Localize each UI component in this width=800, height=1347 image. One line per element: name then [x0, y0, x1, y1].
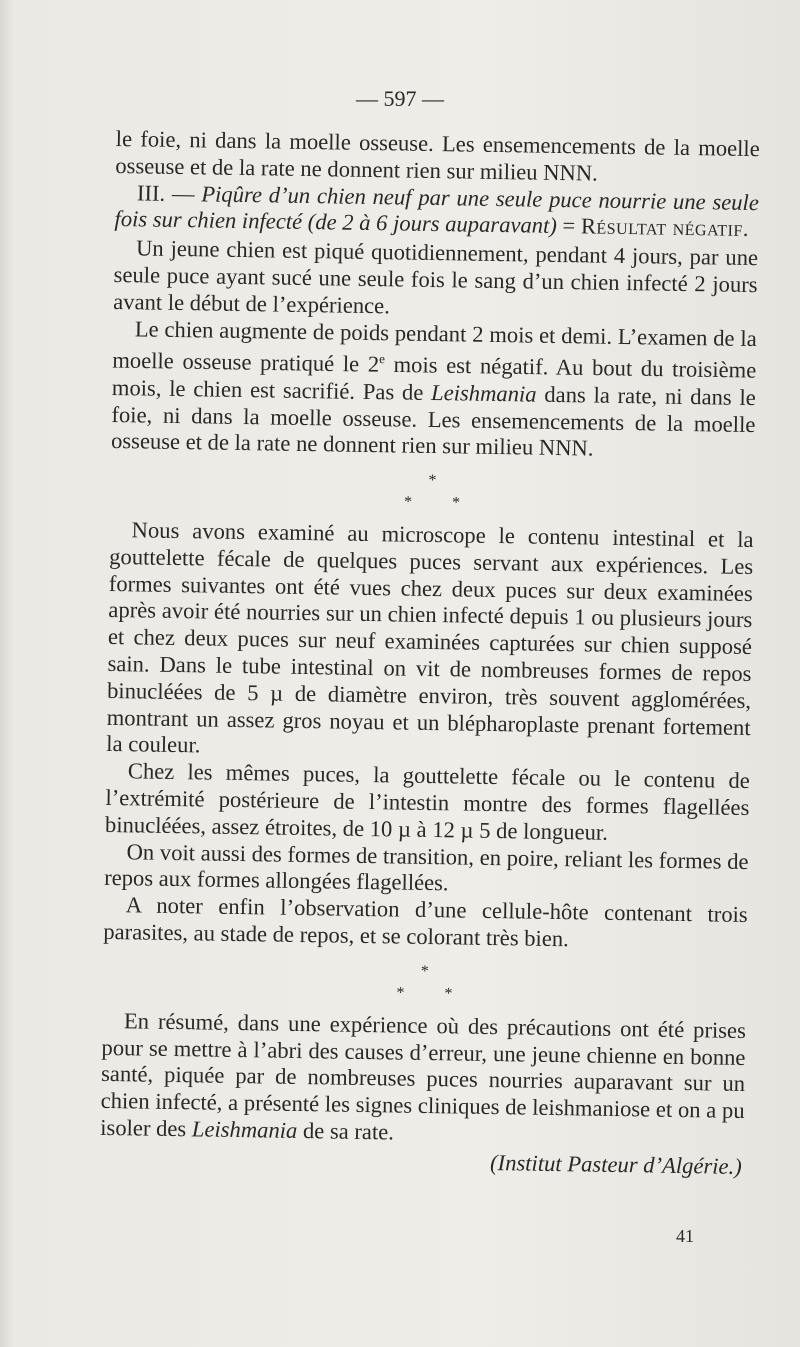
- paragraph: Un jeune chien est piqué quotidiennement, pendant 4 jours, par une seule puce ayant sucé une seule fois le sang d’un chien infecté 2 jours avant le début de l’expérience.: [113, 235, 759, 319]
- asterism: [110, 465, 755, 519]
- paragraph-text: de sa rate.: [297, 1118, 395, 1145]
- paragraph-text: mois est négatif. Au bout du troisième mois, le chien est sacrifié. Pas de: [111, 352, 757, 405]
- experiment-title-parenthetical: (de 2 à 6 jours auparavant): [307, 209, 558, 239]
- equals-sign: =: [556, 213, 582, 239]
- body-text: [100, 126, 760, 1181]
- signature-mark: 41: [676, 1226, 694, 1246]
- genus-name: Leishmania: [430, 379, 537, 407]
- paragraph-text: Le chien augmente de poids pendant 2 mois et demi. L’examen de la moelle osseuse pratiqué le 2: [112, 315, 757, 378]
- experiment-title: Piqûre d’un chien neuf par une seule puce nourrie une seule fois sur chien infecté: [114, 180, 760, 235]
- paragraph-text: dans la rate, ni dans le foie, ni dans la moelle osseuse. Les ensemencements de la moelle osseuse et de la rate ne donnent rien sur milieu NNN.: [110, 381, 756, 461]
- paragraph: A noter enfin l’observation d’une cellule-hôte contenant trois parasites, au stade de repos, et se colorant très bien.: [103, 892, 748, 952]
- paragraph: Nous avons examiné au microscope le contenu intestinal et la gouttelette fécale de quelques puces servant aux expériences. Les formes suivantes ont été vues chez deux puces sur deux examinées après avoir été nourries sur un chien infecté depuis 1 ou plusieurs jours et chez deux puces sur neuf examinées capturées sur chien supposé sain. Dans le tube intestinal on vit de nombreuses formes de repos binucléées de 5 µ de diamètre environ, très souvent agglomérées, montrant un assez gros noyau et un blépharoplaste prenant fortement la couleur.: [106, 517, 754, 758]
- paragraph: Chez les mêmes puces, la gouttelette fécale ou le contenu de l’extrémité postérieure de l’intestin montre des formes flagellées binucléées, assez étroites, de 10 µ à 12 µ 5 de longueur.: [104, 758, 750, 845]
- page-number: — 597 —: [356, 86, 444, 111]
- experiment-3-heading: [114, 180, 759, 244]
- paragraph-text: En résumé, dans une expérience où des précautions ont été prises pour se mettre à l’abri des causes d’erreur, une jeune chienne en bonne santé, piquée par de nombreuses puces nourries auparavant sur un chien infecté, a présenté les signes cliniques de leishmaniose et on a pu isoler des: [100, 1008, 747, 1142]
- continuation-paragraph: le foie, ni dans la moelle osseuse. Les ensemencements de la moelle osseuse et de la rate ne donnent rien sur milieu NNN.: [115, 126, 760, 186]
- asterism: [102, 956, 747, 1010]
- experiment-numeral: III. —: [136, 179, 202, 206]
- asterism-bottom: * *: [403, 493, 479, 512]
- paragraph: [111, 316, 757, 466]
- summary-paragraph: [100, 1008, 746, 1152]
- experiment-result: Résultat négatif.: [580, 213, 750, 242]
- genus-name: Leishmania: [191, 1116, 298, 1144]
- asterism-top: *: [420, 962, 447, 981]
- signature-text: (Institut Pasteur d’Algérie.): [489, 1149, 742, 1179]
- superscript: e: [379, 351, 386, 367]
- asterism-top: *: [428, 472, 455, 490]
- paragraph: On voit aussi des formes de transition, en poire, reliant les formes de repos aux formes allongées flagellées.: [103, 838, 749, 896]
- asterism-bottom: * *: [396, 984, 471, 1003]
